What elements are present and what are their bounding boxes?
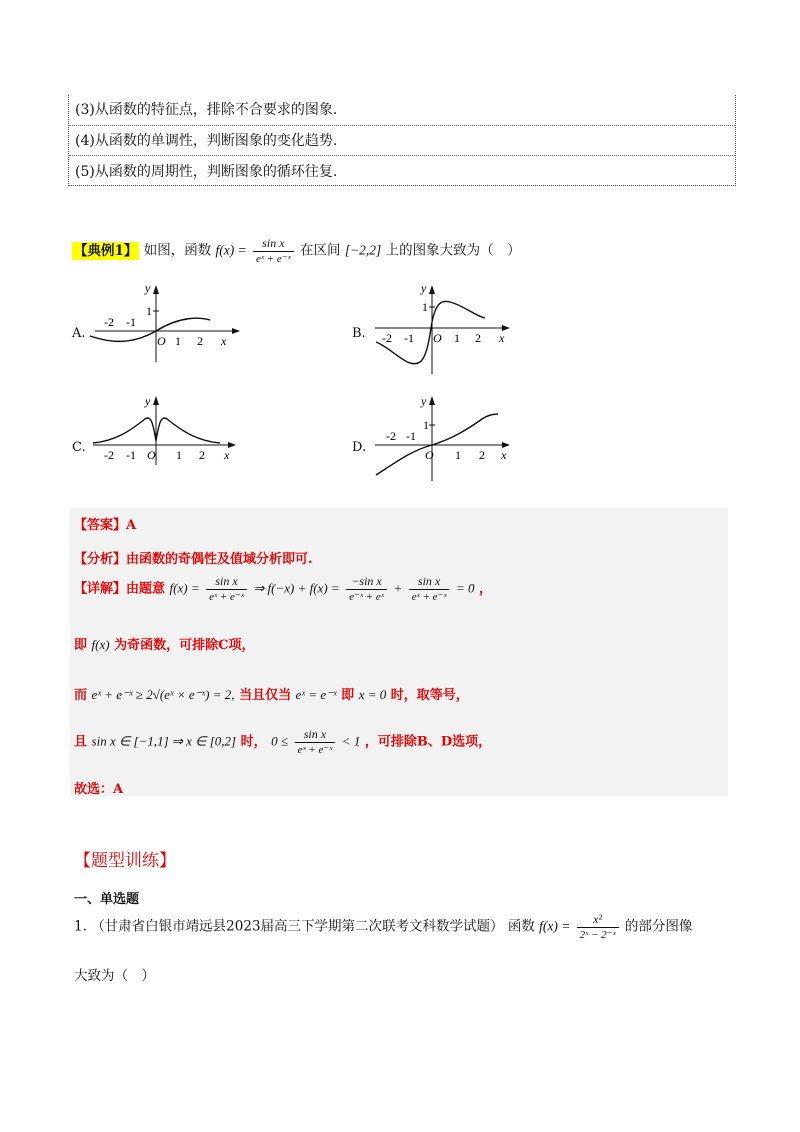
- x-label: x: [501, 448, 507, 462]
- arrow-icon: [153, 285, 159, 294]
- detail-text: 且: [74, 734, 88, 750]
- detail-text: 为奇函数，可排除C项，: [114, 638, 255, 653]
- example-text: 上的图象大致为（ ）: [385, 242, 521, 259]
- fraction-numerator: sin x: [206, 574, 247, 590]
- detail-line-4: [74, 727, 491, 757]
- question-source: （甘肃省白银市靖远县2023届高三下学期第二次联考文科数学试题）: [91, 918, 504, 935]
- math-expression: = 0: [455, 580, 475, 596]
- tick-label: 1: [146, 304, 152, 318]
- fraction-numerator: sin x: [295, 727, 336, 743]
- question-1-line-2: 大致为（ ）: [74, 968, 155, 984]
- tick-label: 1: [175, 334, 181, 348]
- option-d-graph[interactable]: [370, 393, 530, 483]
- arrow-icon: [429, 285, 435, 294]
- choose-line: 故选：A: [74, 782, 124, 797]
- detail-label: 【详解】由题意: [74, 581, 166, 597]
- math-interval: [−2,2]: [344, 242, 382, 258]
- tick-label: -1: [126, 448, 136, 462]
- detail-line-1: [74, 574, 492, 604]
- math-equation: x = 0: [358, 687, 387, 702]
- detail-line-3: [74, 684, 469, 703]
- question-number: 1.: [74, 918, 87, 935]
- tick-label: -2: [382, 331, 392, 345]
- detail-text: 而: [74, 688, 88, 703]
- question-text: 的部分图像: [624, 918, 693, 935]
- detail-text: ，可排除B、D选项，: [364, 734, 492, 750]
- fraction: [295, 727, 336, 757]
- y-label: y: [421, 282, 427, 295]
- example-tag: 【典例1】: [74, 242, 138, 259]
- fraction-numerator: x²: [577, 912, 619, 928]
- tick-label: 1: [423, 418, 429, 432]
- answer-line: 【答案】A: [74, 518, 137, 533]
- arrow-icon: [232, 328, 240, 334]
- fraction-denominator: e⁻ˣ + eˣ: [349, 591, 384, 603]
- math-expression: < 1: [341, 733, 361, 749]
- option-c-label[interactable]: C.: [72, 440, 86, 455]
- tick-label: 2: [475, 331, 481, 345]
- math-fx: f(x) =: [539, 918, 571, 934]
- detail-text: 时，取等号，: [390, 688, 469, 703]
- tick-label: 1: [422, 300, 428, 314]
- fraction-denominator: 2ˣ − 2⁻ˣ: [579, 929, 616, 941]
- tick-label: 1: [455, 448, 461, 462]
- function-curve: [376, 301, 485, 363]
- detail-text: 当且仅当: [239, 688, 292, 703]
- tick-label: -1: [404, 331, 414, 345]
- divider: [69, 155, 735, 156]
- origin-label: O: [147, 448, 156, 462]
- example-question: [72, 236, 521, 266]
- tick-label: 1: [176, 448, 182, 462]
- fraction-denominator: eˣ + e⁻ˣ: [297, 744, 333, 756]
- math-fx: f(x): [91, 637, 110, 652]
- x-label: x: [221, 334, 227, 348]
- origin-label: O: [433, 331, 442, 345]
- detail-text: 即: [74, 638, 88, 653]
- option-a-graph[interactable]: [90, 282, 250, 367]
- example-text: 如图，函数: [143, 242, 212, 259]
- math-expression: sin x ∈ [−1,1] ⇒ x ∈ [0,2]: [91, 733, 237, 749]
- example-text: 在区间: [300, 242, 341, 259]
- tip-line-3: (3)从函数的特征点，排除不合要求的图象.: [75, 102, 338, 118]
- math-expression: 0 ≤: [271, 733, 289, 749]
- detail-text: 时，: [240, 734, 267, 750]
- tick-label: 2: [197, 334, 203, 348]
- tips-box: [68, 95, 736, 186]
- tip-line-4: (4)从函数的单调性，判断图象的变化趋势.: [75, 133, 338, 149]
- tick-label: -1: [406, 429, 416, 443]
- x-label: x: [499, 331, 505, 345]
- tick-label: -2: [104, 315, 114, 329]
- tick-label: -1: [126, 315, 136, 329]
- origin-label: O: [425, 448, 434, 462]
- arrow-icon: [429, 396, 435, 405]
- fraction-numerator: sin x: [253, 236, 294, 252]
- x-label: x: [224, 448, 230, 462]
- math-plus: +: [393, 580, 403, 596]
- y-label: y: [145, 282, 151, 295]
- question-text: 函数: [507, 918, 535, 935]
- divider: [69, 125, 735, 126]
- question-1: [74, 912, 692, 942]
- option-b-label[interactable]: B.: [352, 326, 366, 341]
- option-d-label[interactable]: D.: [352, 440, 367, 455]
- arrow-icon: [153, 396, 159, 405]
- tip-line-5: (5)从函数的周期性，判断图象的循环往复.: [75, 164, 338, 180]
- fraction-denominator: eˣ + e⁻ˣ: [209, 591, 244, 603]
- analysis-line: 【分析】由函数的奇偶性及值域分析即可.: [74, 552, 313, 567]
- fraction-denominator: eˣ + e⁻ˣ: [256, 253, 291, 265]
- detail-text: 即: [341, 688, 355, 703]
- option-a-label[interactable]: A.: [72, 326, 86, 341]
- subsection-title: 一、单选题: [74, 892, 140, 907]
- fraction: [577, 912, 619, 942]
- fraction: [409, 574, 450, 604]
- example-fraction: [253, 236, 294, 266]
- fraction: [346, 574, 387, 604]
- math-fx: f(x) =: [215, 242, 247, 258]
- fraction-denominator: eˣ + e⁻ˣ: [411, 591, 447, 603]
- tick-label: -2: [386, 429, 396, 443]
- detail-line-2: [74, 634, 254, 653]
- math-equation: eˣ = e⁻ˣ: [295, 687, 337, 702]
- math-fx: f(x) =: [169, 580, 200, 596]
- section-title: 【题型训练】: [74, 851, 176, 871]
- tick-label: -2: [104, 448, 114, 462]
- y-label: y: [145, 394, 151, 408]
- math-inequality: eˣ + e⁻ˣ ≥ 2√(eˣ × e⁻ˣ) = 2,: [91, 687, 235, 702]
- punctuation: ，: [479, 581, 493, 597]
- fraction-numerator: −sin x: [346, 574, 387, 590]
- option-b-graph[interactable]: [370, 282, 530, 377]
- fraction-numerator: sin x: [409, 574, 450, 590]
- tick-label: 1: [454, 331, 460, 345]
- y-label: y: [421, 394, 427, 408]
- origin-label: O: [157, 334, 166, 348]
- tick-label: 2: [199, 448, 205, 462]
- tick-label: 2: [479, 448, 485, 462]
- fraction: [206, 574, 247, 604]
- math-expression: ⇒ f(−x) + f(x) =: [253, 580, 340, 596]
- option-c-graph[interactable]: [90, 393, 250, 468]
